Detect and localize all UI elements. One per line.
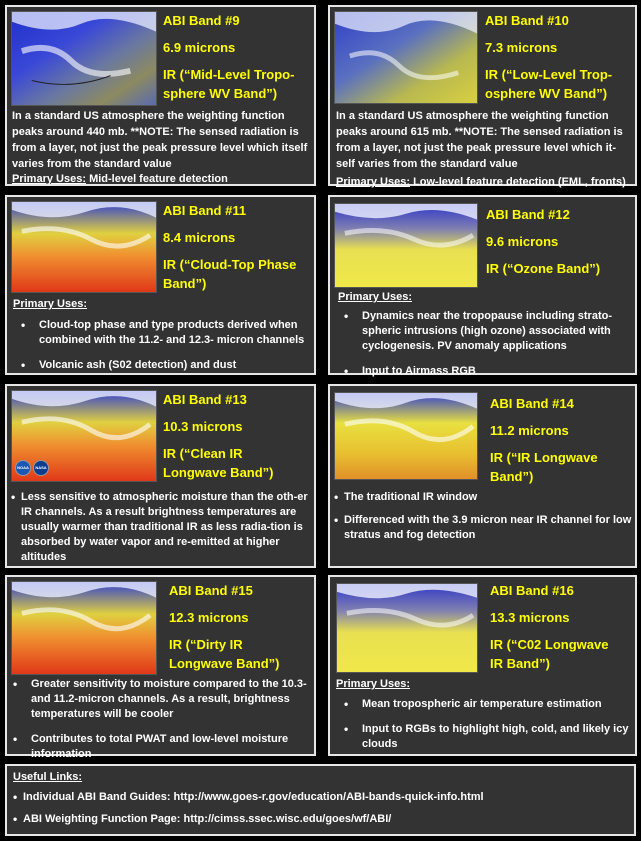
band-13-bullet-list [11, 490, 313, 571]
useful-links-panel [5, 764, 636, 836]
band-10-satellite-image [334, 11, 478, 104]
band-10-name-line1: IR (“Low-Level Trop- [485, 67, 613, 82]
band-9-primary-uses-value: Mid-level feature detection [89, 173, 228, 185]
band-15-header [169, 583, 314, 671]
band-9-title: ABI Band #9 [163, 13, 240, 28]
band-14-wavelength: 11.2 microns [490, 423, 569, 438]
nasa-logo-text: NASA [35, 465, 47, 470]
band-14-card [328, 384, 637, 568]
band-9-name-line1: IR (“Mid-Level Tropo- [163, 67, 295, 82]
band-13-wavelength: 10.3 microns [163, 419, 243, 434]
band-11-bullet-1: • Cloud-top phase and type products derived when combined with the 11.2- and 12.3- micron channels [21, 318, 311, 348]
band-15-wavelength: 12.3 microns [169, 610, 249, 625]
band-11-wavelength: 8.4 microns [163, 230, 236, 245]
band-15-satellite-image [11, 581, 157, 675]
band-12-name-line1: IR (“Ozone Band”) [486, 261, 601, 276]
band-16-name-line1: IR (“C02 Longwave [490, 637, 609, 652]
band-15-bullet-1: • Greater sensitivity to moisture compared to the 10.3- and 11.2-micron channels. As a result, brightness temperatures will be cooler [13, 677, 313, 722]
band-16-wavelength: 13.3 microns [490, 610, 570, 625]
band-11-name-line2: Band”) [163, 276, 207, 291]
band-11-name-line1: IR (“Cloud-Top Phase [163, 257, 297, 272]
band-14-title: ABI Band #14 [490, 396, 574, 411]
band-10-primary-uses-value: Low-level feature detection (EML, fronts) [413, 176, 626, 188]
band-9-description: In a standard US atmosphere the weighting function peaks around 440 mb. **NOTE: The sensed radiation is from a layer, not just the peak pressure level which itself varies from the standard value [12, 110, 308, 170]
band-14-header [490, 396, 636, 484]
nasa-logo-icon [33, 460, 49, 476]
band-16-satellite-image [336, 583, 478, 673]
band-11-bullet-list [21, 318, 311, 383]
band-9-primary-uses [12, 171, 312, 187]
band-11-bullet-2: • Volcanic ash (S02 detection) and dust [21, 358, 311, 373]
noaa-logo-icon [15, 460, 31, 476]
band-14-name-line2: Band”) [490, 469, 534, 484]
band-13-bullet-1: • Less sensitive to atmospheric moisture than the oth-er IR channels. As a result brightness temperatures are usually warmer than traditional IR as less radia-tion is absorbed by water vapor and re-emitted at higher altitudes [11, 490, 313, 565]
band-9-wavelength: 6.9 microns [163, 40, 236, 55]
band-14-bullet-list [334, 490, 634, 549]
band-13-card [5, 384, 316, 568]
band-9-satellite-image [11, 11, 157, 106]
band-12-satellite-image [334, 203, 478, 288]
band-11-primary-uses-label: Primary Uses: [13, 298, 87, 310]
band-15-name-line2: Longwave Band”) [169, 656, 280, 671]
band-16-bullet-2: • Input to RGBs to highlight high, cold, and likely icy clouds [344, 722, 632, 752]
band-16-title: ABI Band #16 [490, 583, 574, 598]
band-13-title: ABI Band #13 [163, 392, 247, 407]
band-9-name-line2: sphere WV Band”) [163, 86, 278, 101]
band-15-name-line1: IR (“Dirty IR [169, 637, 243, 652]
useful-link-weighting-function[interactable]: • ABI Weighting Function Page: http://cimss.ssec.wisc.edu/goes/wf/ABI/ [13, 812, 628, 827]
useful-links-list [13, 790, 628, 833]
band-15-title: ABI Band #15 [169, 583, 253, 598]
useful-link-band-guides[interactable]: • Individual ABI Band Guides: http://www.goes-r.gov/education/ABI-bands-quick-info.html [13, 790, 628, 805]
band-16-bullet-1: • Mean tropospheric air temperature estimation [344, 697, 632, 712]
band-10-header [485, 13, 635, 101]
band-16-name-line2: IR Band”) [490, 656, 550, 671]
band-16-header [490, 583, 636, 671]
band-12-wavelength: 9.6 microns [486, 234, 559, 249]
band-10-primary-uses [336, 174, 636, 190]
band-12-primary-uses-label: Primary Uses: [338, 291, 412, 303]
band-10-title: ABI Band #10 [485, 13, 569, 28]
band-11-card [5, 195, 316, 375]
band-11-satellite-image [11, 201, 157, 293]
band-14-satellite-image [334, 392, 478, 480]
band-10-card [328, 5, 637, 186]
useful-links-title: Useful Links: [13, 771, 83, 783]
band-15-bullet-list [13, 677, 313, 772]
band-9-primary-uses-label: Primary Uses: [12, 173, 86, 185]
band-16-bullet-list [344, 697, 632, 762]
band-12-title: ABI Band #12 [486, 207, 570, 222]
band-16-card [328, 575, 637, 756]
band-10-name-line2: osphere WV Band”) [485, 86, 608, 101]
band-15-card [5, 575, 316, 760]
band-12-bullet-list [344, 309, 632, 389]
band-11-title: ABI Band #11 [163, 203, 247, 218]
band-13-name-line1: IR (“Clean IR [163, 446, 243, 461]
band-11-header [163, 203, 313, 291]
band-13-header [163, 392, 313, 480]
band-14-bullet-1: • The traditional IR window [334, 490, 634, 505]
band-15-bullet-2: • Contributes to total PWAT and low-level moisture information [13, 732, 313, 762]
band-12-bullet-2: • Input to Airmass RGB [344, 364, 632, 379]
band-10-description: In a standard US atmosphere the weighting function peaks around 615 mb. **NOTE: The sensed radiation is from a layer, not just the peak pressure level which it-self varies from the standard value [336, 110, 623, 170]
band-12-header [486, 207, 636, 276]
band-12-card [328, 195, 637, 375]
band-16-primary-uses-label: Primary Uses: [336, 678, 410, 690]
band-14-bullet-2: • Differenced with the 3.9 micron near IR channel for low stratus and fog detection [334, 513, 634, 543]
band-10-primary-uses-label: Primary Uses: [336, 176, 410, 188]
band-10-wavelength: 7.3 microns [485, 40, 558, 55]
band-12-bullet-1: • Dynamics near the tropopause including strato-spheric intrusions (high ozone) associated with cyclogenesis. PV anomaly applications [344, 309, 632, 354]
band-13-name-line2: Longwave Band”) [163, 465, 274, 480]
band-9-card [5, 5, 316, 186]
noaa-logo-text: NOAA [17, 465, 29, 470]
band-9-header [163, 13, 313, 101]
band-14-name-line1: IR (“IR Longwave [490, 450, 598, 465]
